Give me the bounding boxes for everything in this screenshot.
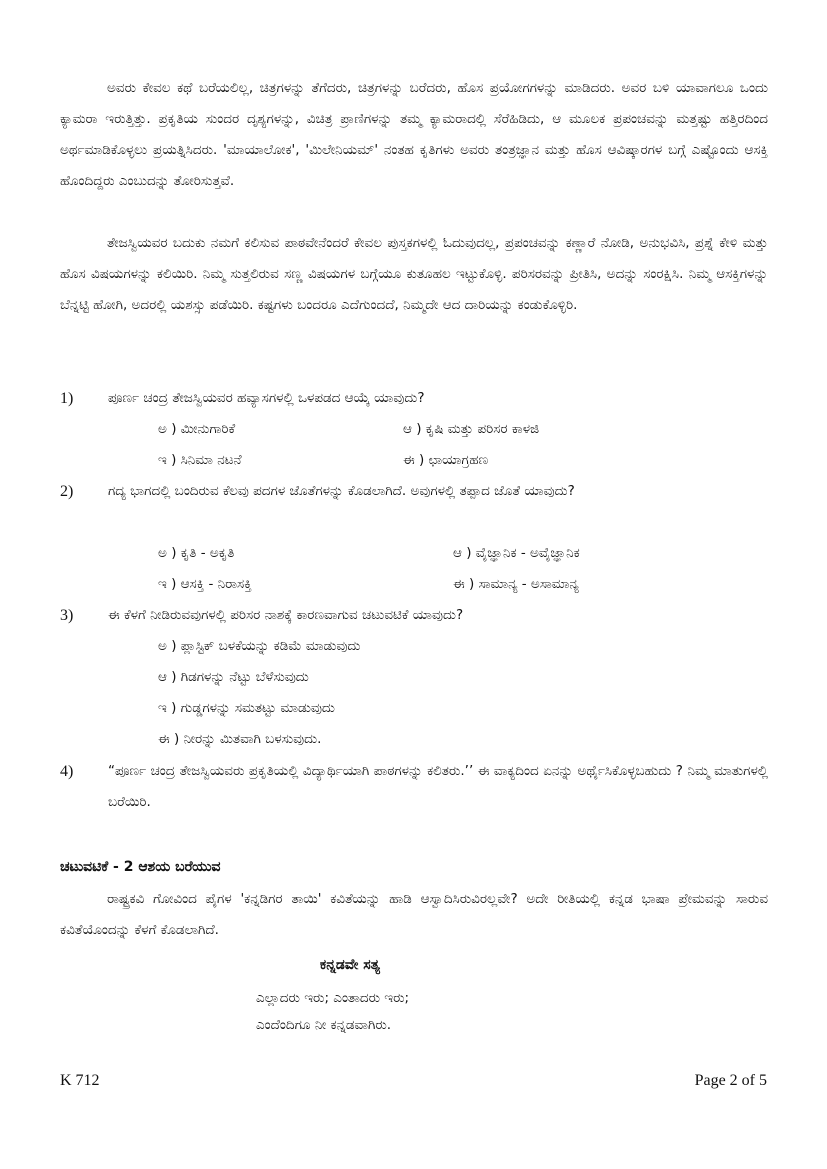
question-3-option-b: ಆ ) ಗಿಡಗಳನ್ನು ನೆಟ್ಟು ಬೆಳೆಸುವುದು (158, 669, 309, 685)
question-1-option-d: ಈ ) ಛಾಯಾಗ್ರಹಣ (403, 452, 489, 468)
question-1 (60, 383, 768, 414)
question-3-option-a: ಅ ) ಪ್ಲಾಸ್ಟಿಕ್ ಬಳಕೆಯನ್ನು ಕಡಿಮೆ ಮಾಡುವುದು (158, 638, 361, 654)
footer-code: K 712 (60, 1072, 100, 1089)
question-2-option-a: ಅ ) ಕೃತಿ - ಅಕೃತಿ (158, 545, 235, 561)
activity-heading: ಚಟುವಟಿಕೆ - 2 ಆಶಯ ಬರೆಯುವ (60, 859, 221, 875)
question-3-option-d: ಈ ) ನೀರನ್ನು ಮಿತವಾಗಿ ಬಳಸುವುದು. (158, 731, 322, 747)
question-1-option-b: ಆ ) ಕೃಷಿ ಮತ್ತು ಪರಿಸರ ಕಾಳಜಿ (403, 421, 540, 437)
activity-intro-text: ರಾಷ್ಟ್ರಕವಿ ಗೋವಿಂದ ಪೈಗಳ 'ಕನ್ನಡಿಗರ ತಾಯಿ' ಕವಿತೆಯನ್ನು ಹಾಡಿ ಆಸ್ವಾದಿಸಿರುವಿರಲ್ಲವೇ? ಅದೇ ರೀತಿಯಲ್ಲಿ ಕನ್ನಡ ಭಾಷಾ ಪ್ರೇಮವನ್ನು ಸಾರುವ ಕವಿತೆಯೊಂದನ್ನು ಕೆಳಗೆ ಕೊಡಲಾಗಿದೆ. (60, 891, 768, 938)
question-text: ಈ ಕೆಳಗೆ ನೀಡಿರುವವುಗಳಲ್ಲಿ ಪರಿಸರ ನಾಶಕ್ಕೆ ಕಾರಣವಾಗುವ ಚಟುವಟಿಕೆ ಯಾವುದು? (108, 607, 464, 623)
question-number: 2) (60, 483, 74, 500)
poem-title: ಕನ್ನಡವೇ ಸತ್ಯ (319, 957, 381, 973)
poem-line-1: ಎಲ್ಲಾದರು ಇರು; ಎಂತಾದರು ಇರು; (256, 990, 410, 1006)
question-2-option-d: ಈ ) ಸಾಮಾನ್ಯ - ಅಸಾಮಾನ್ಯ (453, 576, 579, 592)
question-3-option-c: ಇ ) ಗುಡ್ಡಗಳನ್ನು ಸಮತಟ್ಟು ಮಾಡುವುದು (158, 700, 335, 716)
question-number: 1) (60, 390, 74, 407)
question-1-option-a: ಅ ) ಮೀನುಗಾರಿಕೆ (158, 421, 236, 437)
question-number: 3) (60, 607, 74, 624)
passage-paragraph-1-text: ಅವರು ಕೇವಲ ಕಥೆ ಬರೆಯಲಿಲ್ಲ, ಚಿತ್ರಗಳನ್ನು ತೆಗೆದರು, ಚಿತ್ರಗಳನ್ನು ಬರೆದರು, ಹೊಸ ಪ್ರಯೋಗಗಳನ್ನು ಮಾಡಿದರು. ಅವರ ಬಳಿ ಯಾವಾಗಲೂ ಒಂದು ಕ್ಯಾಮರಾ ಇರುತ್ತಿತ್ತು. ಪ್ರಕೃತಿಯ ಸುಂದರ ದೃಶ್ಯಗಳನ್ನು, ವಿಚಿತ್ರ ಪ್ರಾಣಿಗಳನ್ನು ತಮ್ಮ ಕ್ಯಾಮರಾದಲ್ಲಿ ಸೆರೆಹಿಡಿದು, ಆ ಮೂಲಕ ಪ್ರಪಂಚವನ್ನು ಮತ್ತಷ್ಟು ಹತ್ತಿರದಿಂದ ಅರ್ಥಮಾಡಿಕೊಳ್ಳಲು ಪ್ರಯತ್ನಿಸಿದರು. 'ಮಾಯಾಲೋಕ', 'ಮಿಲೇನಿಯಮ್' ನಂತಹ ಕೃತಿಗಳು ಅವರು ತಂತ್ರಜ್ಞಾನ ಮತ್ತು ಹೊಸ ಆವಿಷ್ಕಾರಗಳ ಬಗ್ಗೆ ಎಷ್ಟೊಂದು ಆಸಕ್ತಿ ಹೊಂದಿದ್ದರು ಎಂಬುದನ್ನು ತೋರಿಸುತ್ತವೆ. (60, 80, 768, 189)
poem-line-2: ಎಂದೆಂದಿಗೂ ನೀ ಕನ್ನಡವಾಗಿರು. (256, 1017, 392, 1033)
question-3 (60, 600, 768, 631)
question-2-option-b: ಆ ) ವೈಜ್ಞಾನಿಕ - ಅವೈಜ್ಞಾನಿಕ (453, 545, 580, 561)
question-text: ಗದ್ಯ ಭಾಗದಲ್ಲಿ ಬಂದಿರುವ ಕೆಲವು ಪದಗಳ ಜೊತೆಗಳನ್ನು ಕೊಡಲಾಗಿದೆ. ಅವುಗಳಲ್ಲಿ ತಪ್ಪಾದ ಜೊತೆ ಯಾವುದು? (108, 483, 575, 499)
footer-page-number: Page 2 of 5 (694, 1072, 767, 1089)
question-2 (60, 476, 768, 507)
passage-paragraph-1 (60, 73, 768, 197)
passage-paragraph-2-text: ತೇಜಸ್ವಿಯವರ ಬದುಕು ನಮಗೆ ಕಲಿಸುವ ಪಾಠವೇನೆಂದರೆ ಕೇವಲ ಪುಸ್ತಕಗಳಲ್ಲಿ ಓದುವುದಲ್ಲ, ಪ್ರಪಂಚವನ್ನು ಕಣ್ಣಾರೆ ನೋಡಿ, ಅನುಭವಿಸಿ, ಪ್ರಶ್ನೆ ಕೇಳಿ ಮತ್ತು ಹೊಸ ವಿಷಯಗಳನ್ನು ಕಲಿಯಿರಿ. ನಿಮ್ಮ ಸುತ್ತಲಿರುವ ಸಣ್ಣ ವಿಷಯಗಳ ಬಗ್ಗೆಯೂ ಕುತೂಹಲ ಇಟ್ಟುಕೊಳ್ಳಿ. ಪರಿಸರವನ್ನು ಪ್ರೀತಿಸಿ, ಅದನ್ನು ಸಂರಕ್ಷಿಸಿ. ನಿಮ್ಮ ಆಸಕ್ತಿಗಳನ್ನು ಬೆನ್ನಟ್ಟಿ ಹೋಗಿ, ಅದರಲ್ಲಿ ಯಶಸ್ಸು ಪಡೆಯಿರಿ. ಕಷ್ಟಗಳು ಬಂದರೂ ಎದೆಗುಂದದೆ, ನಿಮ್ಮದೇ ಆದ ದಾರಿಯನ್ನು ಕಂಡುಕೊಳ್ಳಿರಿ. (60, 235, 768, 313)
question-1-option-c: ಇ ) ಸಿನಿಮಾ ನಟನೆ (158, 452, 242, 468)
question-text: “ಪೂರ್ಣ ಚಂದ್ರ ತೇಜಸ್ವಿಯವರು ಪ್ರಕೃತಿಯಲ್ಲಿ ವಿದ್ಯಾರ್ಥಿಯಾಗಿ ಪಾಠಗಳನ್ನು ಕಲಿತರು.’’ ಈ ವಾಕ್ಯದಿಂದ ಏನನ್ನು ಅರ್ಥೈಸಿಕೊಳ್ಳಬಹುದು ? ನಿಮ್ಮ ಮಾತುಗಳಲ್ಲಿ ಬರೆಯಿರಿ. (108, 763, 768, 810)
question-text: ಪೂರ್ಣ ಚಂದ್ರ ತೇಜಸ್ವಿಯವರ ಹವ್ಯಾಸಗಳಲ್ಲಿ ಒಳಪಡದ ಆಯ್ಕೆ ಯಾವುದು? (108, 390, 425, 406)
question-4 (60, 756, 768, 818)
activity-intro (60, 884, 768, 946)
question-2-option-c: ಇ ) ಆಸಕ್ತಿ - ನಿರಾಸಕ್ತಿ (158, 576, 252, 592)
question-number: 4) (60, 763, 74, 780)
passage-paragraph-2 (60, 228, 768, 321)
